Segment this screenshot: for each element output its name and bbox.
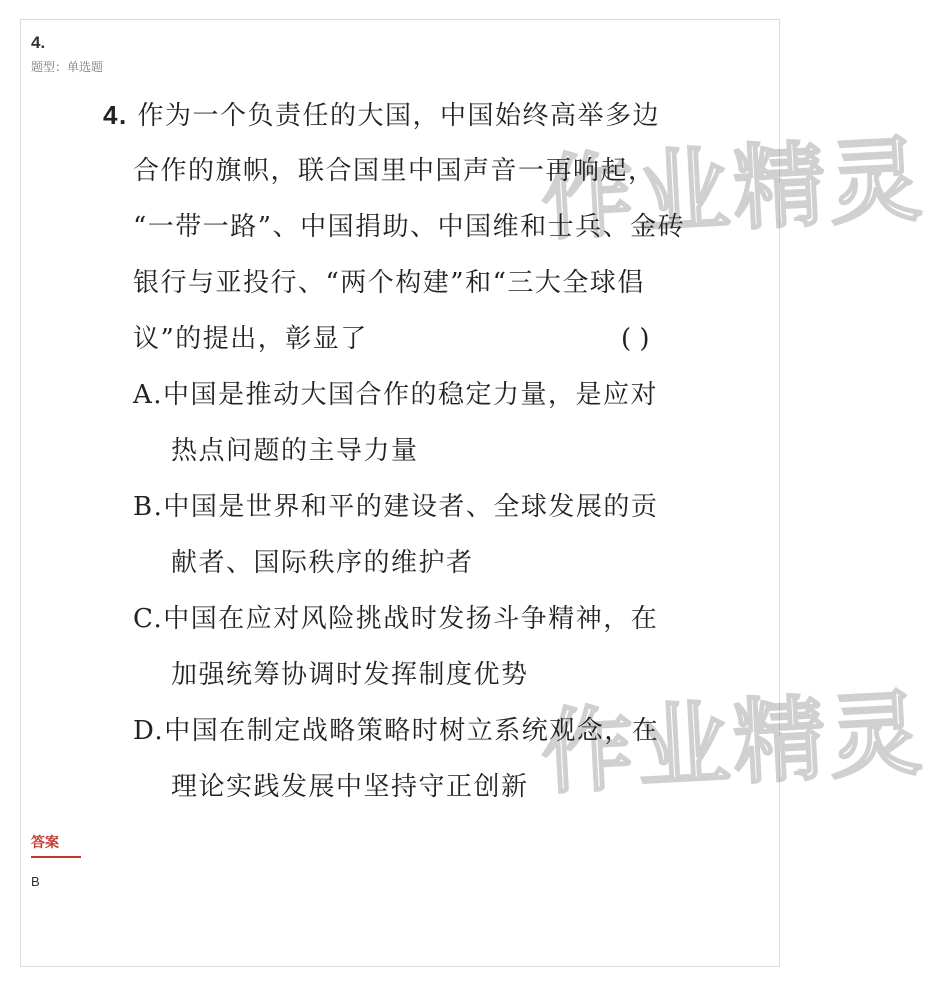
stem-line-3: “一带一路”、中国捐助、中国维和士兵、金砖 [133,212,686,242]
option-c-letter: C. [133,604,164,634]
stem-line-5: 议”的提出，彰显了 [133,324,368,354]
option-c-text-1: 中国在应对风险挑战时发扬斗争精神，在 [163,604,659,634]
question-type-value: 单选题 [67,60,104,74]
option-a-text-2: 热点问题的主导力量 [171,436,419,466]
option-a-letter: A. [133,380,164,410]
option-b-text-2: 献者、国际秩序的维护者 [171,548,474,578]
option-b[interactable] [133,490,658,524]
option-d-text-1: 中国在制定战略策略时树立系统观念，在 [164,716,660,746]
watermark-bottom: 作业精灵 [538,680,928,807]
answer-paren: ( ) [621,324,650,354]
stem-line-1 [103,98,660,133]
option-a-text-1: 中国是推动大国合作的稳定力量，是应对 [163,380,659,410]
watermark-top: 作业精灵 [538,126,928,253]
answer-label: 答案 [31,835,59,851]
option-b-text-1: 中国是世界和平的建设者、全球发展的贡 [163,492,659,522]
option-d[interactable] [133,714,659,748]
stem-text-1: 作为一个负责任的大国，中国始终高举多边 [137,101,660,131]
stem-number: 4. [103,100,128,130]
question-type-label: 题型： [31,60,68,74]
stem-line-2: 合作的旗帜，联合国里中国声音一再响起， [133,156,656,186]
question-card [20,19,928,967]
stem-line-4: 银行与亚投行、“两个构建”和“三大全球倡 [133,268,645,298]
option-d-letter: D. [133,716,165,746]
answer-value: B [31,874,40,889]
question-content [21,20,781,820]
option-c[interactable] [133,602,658,636]
answer-underline [31,856,81,858]
option-a[interactable] [133,378,658,412]
option-c-text-2: 加强统筹协调时发挥制度优势 [171,660,529,690]
option-b-letter: B. [133,492,164,522]
question-number: 4. [31,33,46,52]
option-d-text-2: 理论实践发展中坚持守正创新 [171,772,529,802]
